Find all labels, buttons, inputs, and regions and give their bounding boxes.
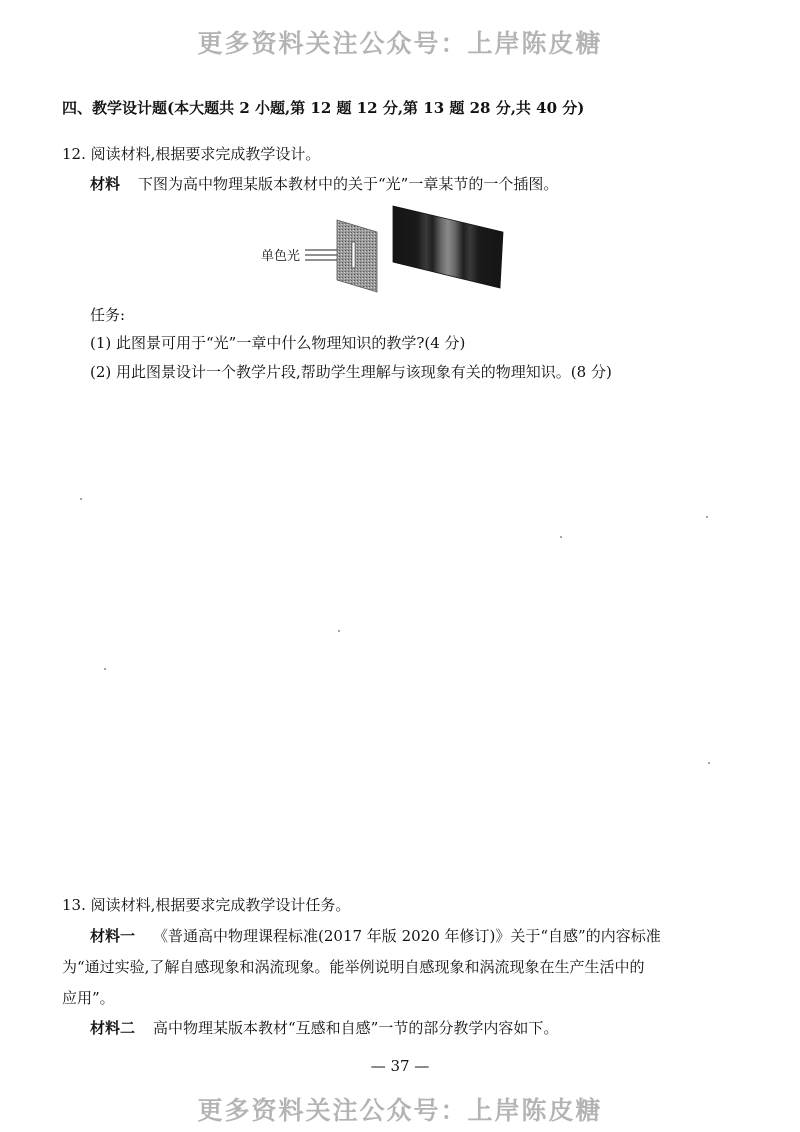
- material-text: 下图为高中物理某版本教材中的关于“光”一章某节的一个插图。: [138, 175, 559, 193]
- diffraction-figure: [255, 196, 515, 296]
- scan-speck: [708, 762, 710, 764]
- material-2-text: 高中物理某版本教材“互感和自感”一节的部分教学内容如下。: [153, 1019, 559, 1037]
- task-1: (1) 此图景可用于“光”一章中什么物理知识的教学?(4 分): [90, 334, 466, 352]
- slit-plate: [337, 220, 377, 292]
- scan-speck: [104, 668, 106, 670]
- page-number: — 37 —: [370, 1057, 430, 1075]
- scan-speck: [80, 498, 82, 500]
- fringe-screen: [393, 206, 503, 288]
- watermark-top: 更多资料关注公众号：上岸陈皮糖: [197, 29, 603, 58]
- question-13-material-2: [90, 1018, 558, 1038]
- question-12-stem: 12. 阅读材料,根据要求完成教学设计。: [62, 145, 321, 163]
- material-1-tag: 材料一: [90, 927, 136, 945]
- question-12-material: [90, 174, 558, 194]
- scan-speck: [706, 516, 708, 518]
- task-title: 任务:: [90, 306, 126, 324]
- material-1-line-2: 为“通过实验,了解自感现象和涡流现象。能举例说明自感现象和涡流现象在生产生活中的: [62, 958, 645, 976]
- section-heading: 四、教学设计题(本大题共 2 小题,第 12 题 12 分,第 13 题 28 分,共 40 分): [62, 99, 585, 117]
- material-2-tag: 材料二: [90, 1019, 136, 1037]
- figure-label: 单色光: [261, 249, 301, 264]
- task-2: (2) 用此图景设计一个教学片段,帮助学生理解与该现象有关的物理知识。(8 分): [90, 363, 612, 381]
- scan-speck: [338, 630, 340, 632]
- material-tag: 材料: [90, 175, 121, 193]
- material-1-line-3: 应用”。: [62, 989, 115, 1007]
- question-13-stem: 13. 阅读材料,根据要求完成教学设计任务。: [62, 896, 351, 914]
- question-13-material-1: [90, 926, 661, 946]
- watermark-bottom: 更多资料关注公众号：上岸陈皮糖: [197, 1096, 603, 1125]
- slit: [352, 242, 355, 268]
- material-1-line-1: 《普通高中物理课程标准(2017 年版 2020 年修订)》关于“自感”的内容标准: [153, 927, 661, 945]
- scan-speck: [560, 536, 562, 538]
